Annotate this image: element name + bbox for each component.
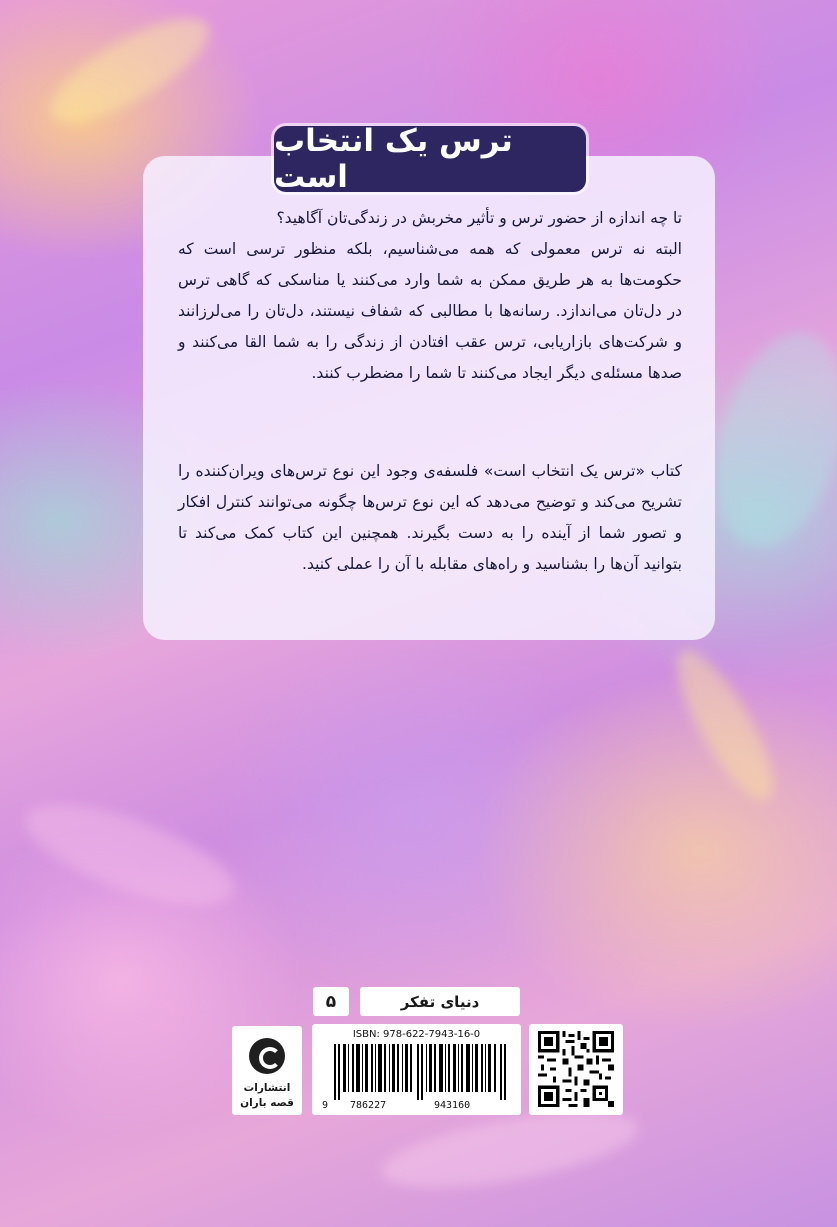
description-body: البته نه ترس معمولی که همه می‌شناسیم، بلکه منظور ترسی است که حکومت‌ها به هر طریق ممکن به شما وارد می‌کنند یا مناسکی که گاهی ترس در دل‌تان می‌اندازد. رسانه‌ها با مطالبی که شفاف نیستند، دل‌تان را می‌لرزانند و شرکت‌های بازاریابی، ترس عقب افتادن از زندگی را به شما القا می‌کنند و صدها مسئله‌ی دیگر ایجاد می‌کنند تا شما را مضطرب کنند.: [178, 240, 682, 382]
publisher-name-line-1: انتشارات: [243, 1082, 291, 1094]
isbn-label: ISBN: 978-622-7943-16-0: [352, 1029, 481, 1040]
description-paragraph-1: [178, 203, 682, 389]
description-book-summary: کتاب «ترس یک انتخاب است» فلسفه‌ی وجود این نوع ترس‌های ویران‌کننده را تشریح می‌کند و توضیح می‌دهد که این نوع ترس‌ها چگونه می‌توانند کنترل افکار و تصور شما از آینده را به دست بگیرند. همچنین این کتاب کمک می‌کند تا بتوانید آن‌ها را بشناسید و راه‌های مقابله با آن را عملی کنید.: [178, 462, 682, 573]
background-streak: [15, 784, 246, 925]
description-paragraph-2: [178, 456, 682, 580]
background-streak: [661, 639, 789, 811]
barcode-right-digits: 943160: [434, 1100, 471, 1111]
isbn-barcode: [312, 1024, 521, 1115]
background-streak: [37, 0, 223, 141]
barcode-left-digits: 786227: [350, 1100, 387, 1111]
publisher-logo-icon: [249, 1038, 285, 1074]
qr-code-box: [529, 1024, 623, 1115]
background-streak: [694, 318, 837, 562]
publisher-name-line-2: قصه باران: [240, 1097, 294, 1109]
book-title: ترس یک انتخاب است: [274, 123, 513, 195]
description-question: تا چه اندازه از حضور ترس و تأثیر مخربش در زندگی‌تان آگاهید؟: [276, 209, 682, 227]
barcode-icon: [334, 1044, 510, 1100]
series-name: دنیای تفکر: [360, 987, 520, 1016]
barcode-prefix-digit: 9: [322, 1100, 329, 1111]
book-title-banner: [274, 123, 586, 195]
series-number: ۵: [313, 987, 349, 1016]
publisher-logo-box: [232, 1026, 302, 1115]
qr-code-icon: [538, 1031, 614, 1107]
